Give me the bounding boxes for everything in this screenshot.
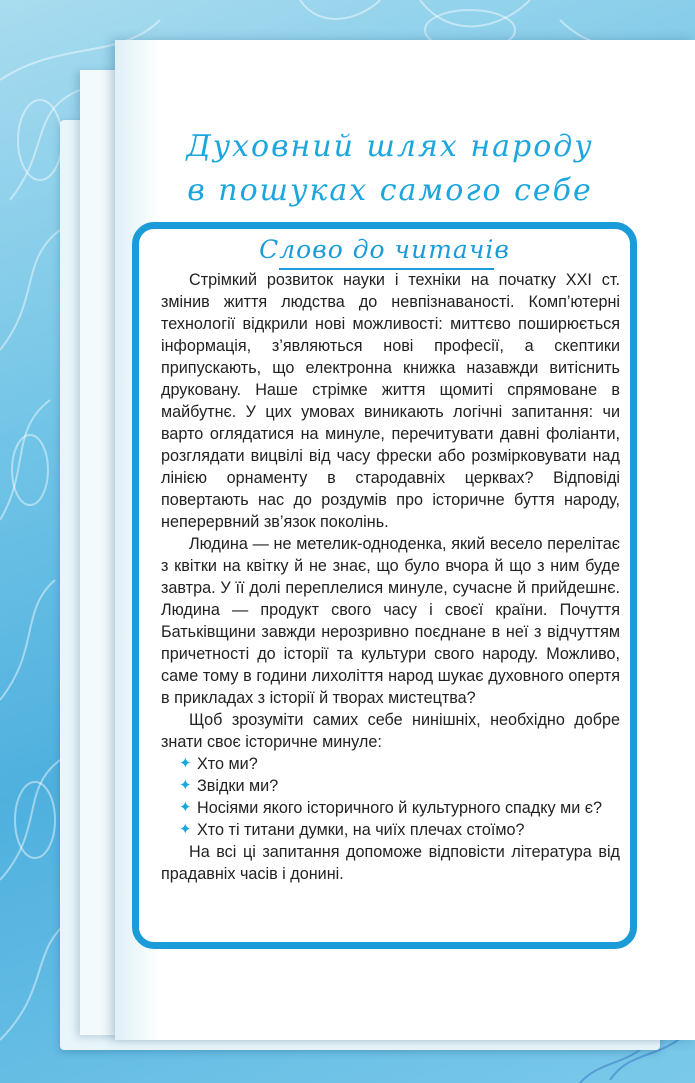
- list-item: [179, 797, 620, 819]
- foreword-heading: Слово до читачів: [259, 235, 510, 264]
- page-title-line-1: Духовний шлях народу: [186, 129, 594, 164]
- page-title-line-2: в пошуках самого себе: [187, 173, 593, 208]
- paragraph: Щоб зрозуміти самих себе нинішніх, необхідно добре знати своє історичне минуле:: [161, 711, 620, 751]
- foreword-box: [132, 222, 637, 949]
- questions-list: [161, 753, 620, 841]
- list-item-text: Звідки ми?: [197, 777, 279, 795]
- foreword-content: [161, 269, 620, 885]
- list-item-text: Носіями якого історичного й культурного спадку ми є?: [197, 799, 603, 817]
- paragraph: Людина — не метелик-одноденка, який весело перелітає з квітки на квітку й не знає, що було вчора й що з ним буде завтра. У її долі переплелися минуле, сучасне й прийдешнє. Людина — продукт свого часу і своєї країни. Почуття Батьківщини завжди нерозривно поєднане в неї з відчуттям причетності до історії та культури свого народу. Можливо, саме тому в години лихоліття народ шукає духовного опертя в прикладах з історії й творах мистецтва?: [161, 535, 620, 707]
- page-title: [150, 125, 630, 213]
- sparkle-star-icon: ✦: [179, 799, 192, 816]
- list-item: [179, 775, 620, 797]
- list-item-text: Хто ми?: [197, 755, 258, 773]
- list-item-text: Хто ті титани думки, на чиїх плечах стоїмо?: [197, 821, 525, 839]
- list-item: [179, 753, 620, 775]
- sparkle-star-icon: ✦: [179, 755, 192, 772]
- sparkle-star-icon: ✦: [179, 777, 192, 794]
- list-item: [179, 819, 620, 841]
- sparkle-star-icon: ✦: [179, 821, 192, 838]
- closing-paragraph: На всі ці запитання допоможе відповісти література від прадавніх часів і донині.: [161, 843, 620, 883]
- paragraph: Стрімкий розвиток науки і техніки на початку XXI ст. змінив життя людства до невпізнаваності. Комп’ютерні технології відкрили нові можливості: миттєво поширюється інформація, з’являються нові професії, а скептики припускають, що електронна книжка назавжди витіснить друковану. Наше стрімке життя щомиті спрямоване в майбутнє. У цих умовах виникають логічні запитання: чи варто оглядатися на минуле, перечитувати давні фоліанти, розглядати вицвілі від часу фрески або розмірковувати над лінією орнаменту в стародавніх церквах? Відповіді повертають нас до роздумів про історичне буття народу, неперервний зв’язок поколінь.: [161, 271, 620, 531]
